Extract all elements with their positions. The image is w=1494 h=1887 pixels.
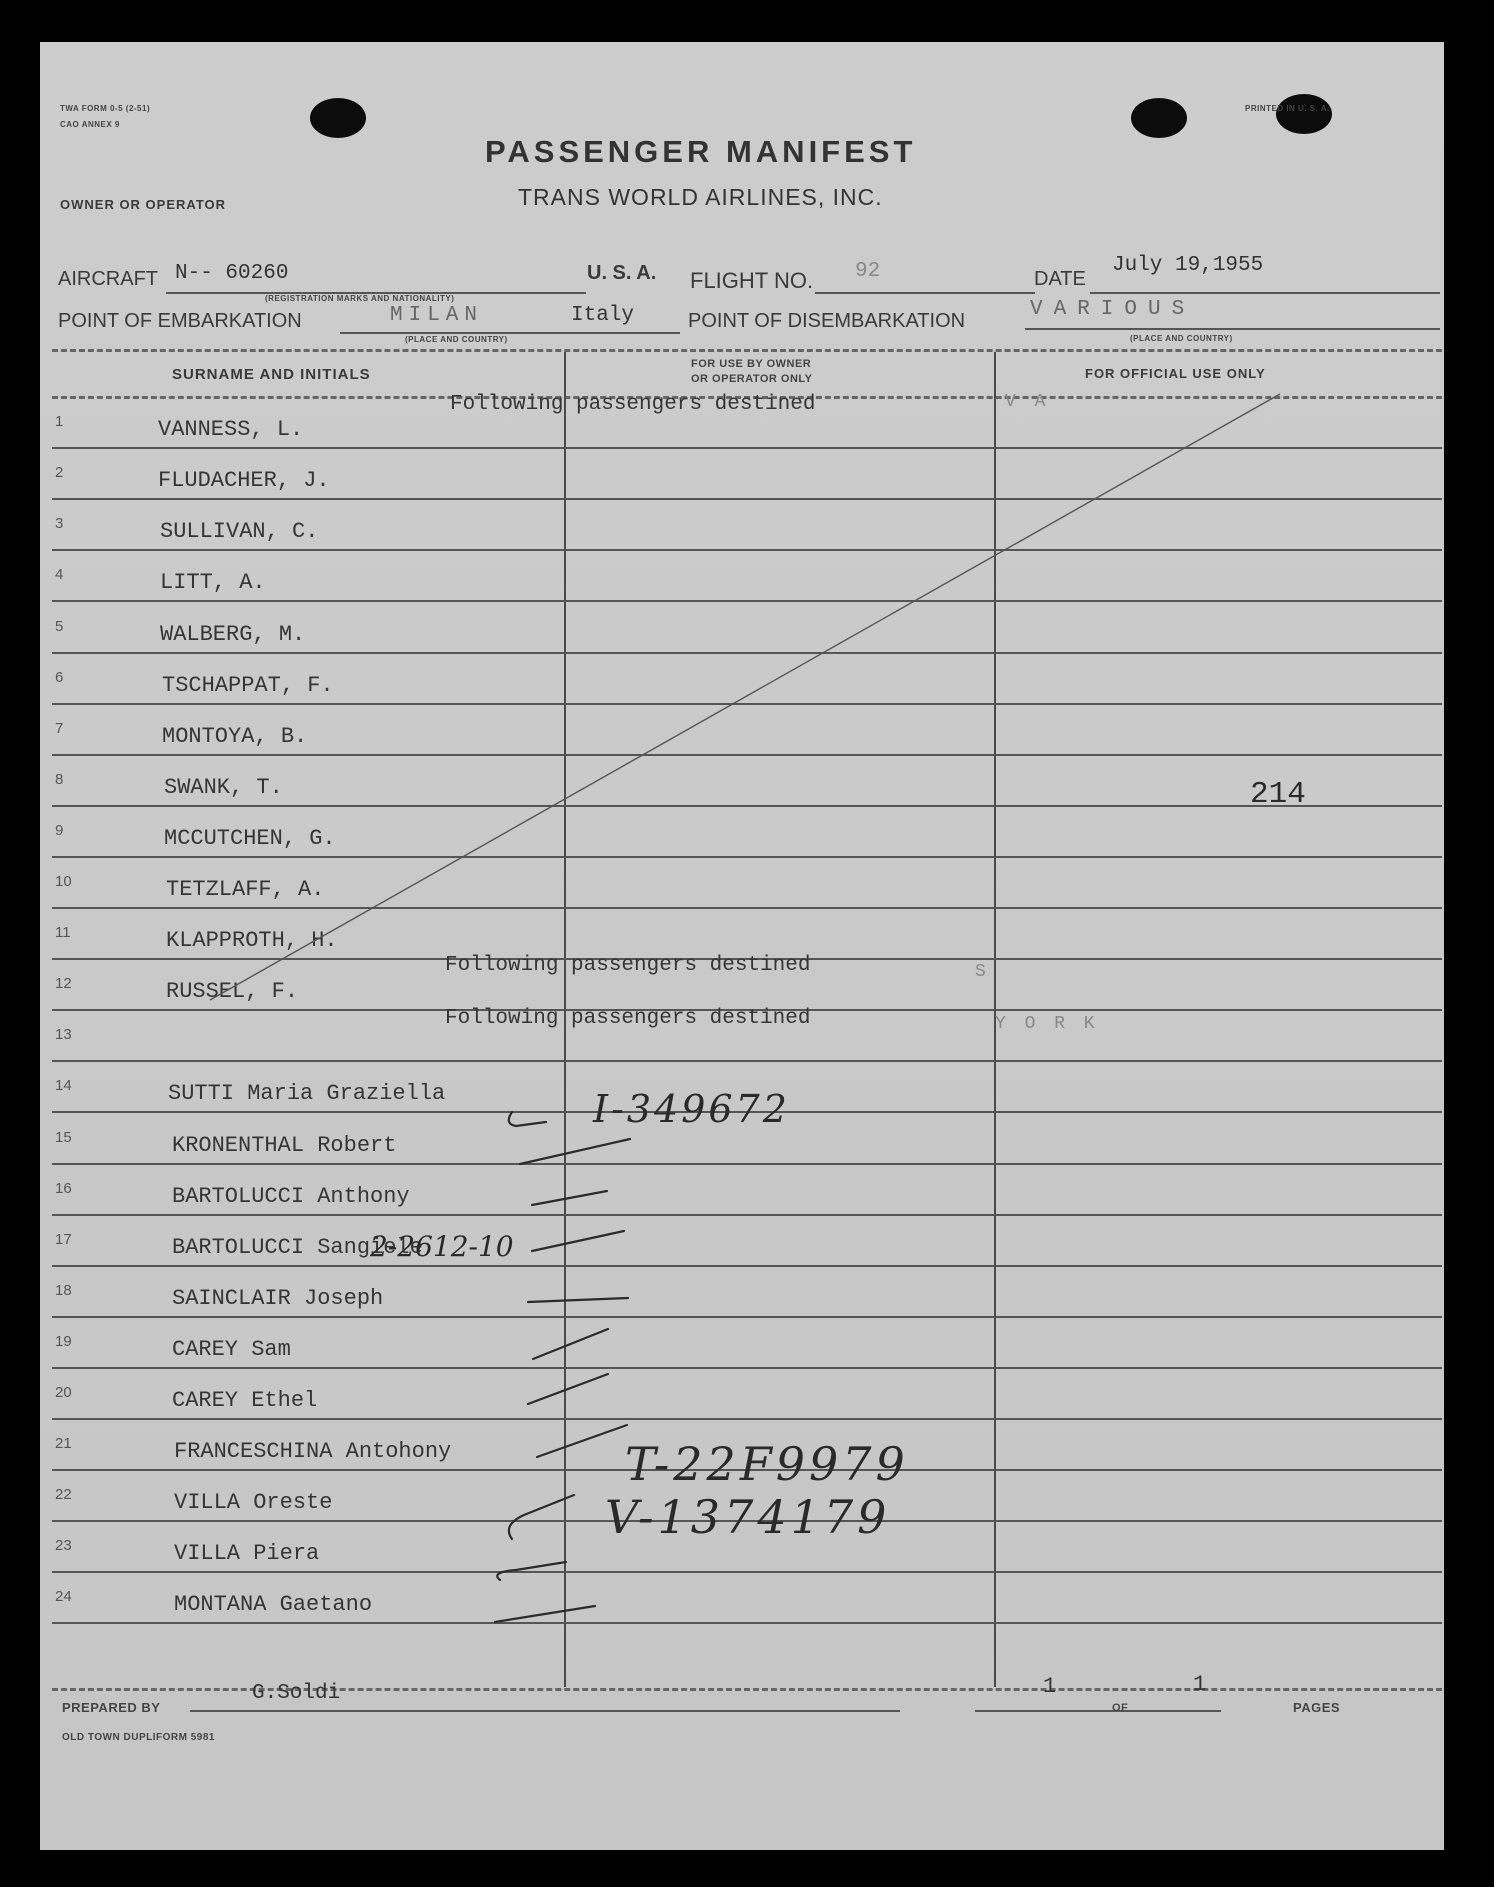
carrier-name: TRANS WORLD AIRLINES, INC. [518,184,883,210]
passenger-name: BARTOLUCCI Sangiele [172,1234,423,1260]
owner-label: OWNER OR OPERATOR [60,197,227,212]
overprint-row12: S [975,962,986,982]
passenger-name: SAINCLAIR Joseph [172,1285,384,1311]
overprint-row1: V A [1005,392,1050,412]
aircraft-value: N-- 60260 [175,262,289,285]
embark-country: Italy [571,304,635,327]
registration-note: (REGISTRATION MARKS AND NATIONALITY) [265,294,455,303]
passenger-name: KRONENTHAL Robert [172,1132,397,1158]
row-number: 16 [55,1179,72,1197]
row22-passport: T-22F9979 [625,1437,909,1491]
col-official: FOR OFFICIAL USE ONLY [1085,366,1266,381]
place-note-right: (PLACE AND COUNTRY) [1130,334,1233,343]
passenger-name: SULLIVAN, C. [160,519,319,545]
embark-city: MILAN [390,304,484,327]
total-value: 1 [1193,1672,1207,1697]
form-title: PASSENGER MANIFEST [485,134,917,169]
row-number: 2 [55,464,64,482]
col-owner-use-1: FOR USE BY OWNER [691,358,812,370]
row-number: 3 [55,515,64,533]
row14-passport: I-349672 [593,1087,790,1131]
prepared-value: G.Soldi [252,1682,341,1705]
disembark-value: VARIOUS [1030,298,1196,321]
date-label: DATE [1034,268,1086,290]
passenger-name: FLUDACHER, J. [158,468,330,494]
manifest-sheet [40,42,1444,1850]
of-label: OF [1112,1702,1129,1714]
disembark-label: POINT OF DISEMBARKATION [688,310,966,332]
row-number: 12 [55,975,72,993]
passenger-name: LITT, A. [160,570,266,596]
printer-line: OLD TOWN DUPLIFORM 5981 [62,1732,215,1743]
row-number: 13 [55,1026,72,1044]
passenger-name: FRANCESCHINA Antohony [174,1439,452,1465]
row-number: 18 [55,1281,72,1299]
form-code: TWA FORM 0-5 (2-51) [60,104,151,113]
col-surname: SURNAME AND INITIALS [172,366,371,383]
passenger-name: BARTOLUCCI Anthony [172,1183,410,1209]
place-note: (PLACE AND COUNTRY) [405,335,508,344]
row-number: 22 [55,1486,72,1504]
destination-note: Following passengers destined [450,393,816,416]
prepared-label: PREPARED BY [62,1700,161,1715]
passenger-name: KLAPPROTH, H. [166,928,338,954]
col-owner-use-2: OR OPERATOR ONLY [691,373,813,385]
passenger-name: VILLA Piera [174,1541,320,1567]
row-number: 24 [55,1588,72,1606]
aircraft-label: AIRCRAFT [58,268,158,290]
passenger-name: MONTANA Gaetano [174,1592,373,1618]
passenger-name: MCCUTCHEN, G. [164,825,336,851]
flight-label: FLIGHT NO. [690,268,814,293]
passenger-name: WALBERG, M. [160,621,306,647]
row-number: 1 [55,413,64,431]
check-marks [40,42,1444,1850]
row23-passport: V-1374179 [605,1490,891,1544]
nationality: U. S. A. [587,262,657,284]
printed-in: PRINTED IN U. S. A. [1245,104,1330,113]
passenger-name: TSCHAPPAT, F. [162,672,334,698]
row-number: 10 [55,873,72,890]
page-value: 1 [1043,1674,1057,1699]
row-number: 20 [55,1384,72,1401]
row-number: 15 [55,1128,72,1146]
passenger-name: VILLA Oreste [174,1490,333,1516]
row-number: 11 [55,924,71,942]
passenger-name: CAREY Ethel [172,1388,318,1413]
row-number: 9 [55,821,64,839]
row-number: 5 [55,617,64,635]
row17-note: 2-2612-10 [370,1230,514,1263]
passenger-name: VANNESS, L. [158,417,304,443]
passenger-name: RUSSEL, F. [166,979,299,1005]
row-number: 21 [55,1435,72,1453]
form-annex: CAO ANNEX 9 [60,120,120,129]
passenger-name: SWANK, T. [164,774,283,800]
row-number: 8 [55,770,64,788]
passenger-name: MONTOYA, B. [162,723,308,749]
overprint-row13: Y O R K [995,1014,1099,1034]
passenger-name: SUTTI Maria Graziella [168,1081,446,1107]
destination-note: Following passengers destined [445,1007,811,1031]
embark-label: POINT OF EMBARKATION [58,310,302,332]
row-number: 17 [55,1230,72,1248]
passenger-name: CAREY Sam [172,1336,291,1362]
flight-value: 92 [855,260,881,283]
row-number: 7 [55,719,64,737]
row-number: 19 [55,1332,72,1350]
pages-label: PAGES [1293,1700,1341,1715]
row8-official-number: 214 [1250,777,1306,812]
passenger-name: TETZLAFF, A. [166,877,325,902]
row-number: 14 [55,1077,72,1095]
total-line [1136,1710,1221,1712]
date-value: July 19,1955 [1112,254,1264,277]
prepared-line [190,1710,900,1712]
row-number: 4 [55,566,64,584]
row-number: 6 [55,668,64,686]
destination-note: Following passengers destined [445,954,811,978]
row-number: 23 [55,1537,72,1555]
